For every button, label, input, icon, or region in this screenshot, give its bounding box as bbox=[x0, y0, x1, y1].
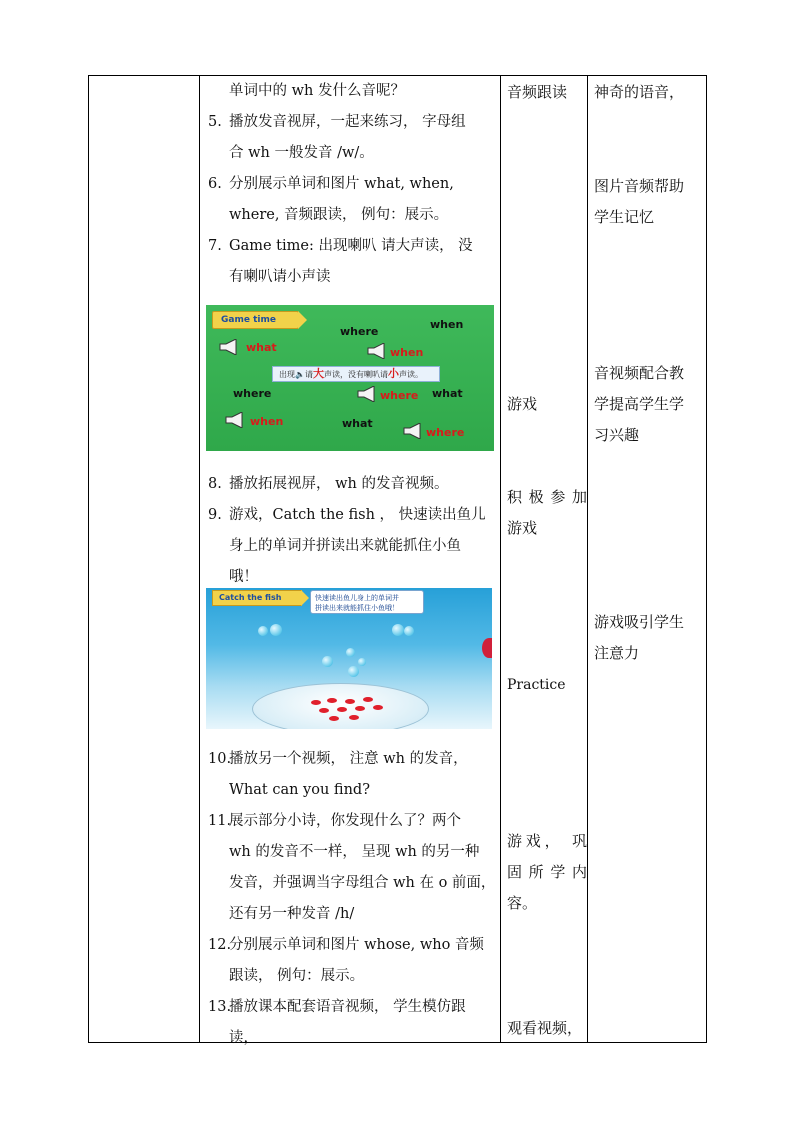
step-number: 6. bbox=[208, 176, 222, 192]
lesson-table bbox=[88, 75, 707, 1046]
column-divider-3 bbox=[587, 76, 588, 1042]
step-text: wh 的发音不一样， 呈现 wh 的另一种 bbox=[229, 844, 480, 860]
purpose-picture-help: 图片音频帮助 bbox=[594, 177, 685, 195]
speaker-icon bbox=[218, 339, 240, 355]
step-text: 播放另一个视频， 注意 wh 的发音， bbox=[229, 751, 468, 767]
activity-audio-follow: 音频跟读 bbox=[507, 83, 568, 101]
step-text: 分别展示单词和图片 what, when, bbox=[229, 176, 454, 192]
purpose-av-3: 习兴趣 bbox=[594, 426, 640, 444]
step-number: 11. bbox=[208, 813, 232, 829]
purpose-game-attract: 游戏吸引学生 bbox=[594, 613, 685, 631]
speaker-icon bbox=[366, 343, 388, 359]
fish bbox=[349, 715, 359, 720]
column-divider-2 bbox=[500, 76, 501, 1042]
step-item bbox=[199, 744, 499, 806]
fish bbox=[373, 705, 383, 710]
bubble bbox=[358, 658, 366, 666]
step-text: What can you find? bbox=[229, 782, 370, 798]
step-number: 12. bbox=[208, 937, 232, 953]
teaching-steps-column bbox=[199, 76, 499, 1054]
fish bbox=[329, 716, 339, 721]
game-time-banner: Game time bbox=[212, 311, 299, 329]
word-when: when bbox=[250, 415, 284, 428]
activity-active-join: 积极参加 bbox=[507, 488, 587, 506]
step-number: 10. bbox=[208, 751, 232, 767]
word-what: what bbox=[432, 387, 463, 400]
catch-the-fish-banner: Catch the fish bbox=[212, 590, 302, 606]
instruction-box: 快速读出鱼儿身上的单词并 拼读出来就能抓住小鱼哦！ bbox=[310, 590, 424, 614]
step-text: 读， bbox=[229, 1030, 258, 1046]
game-time-slide bbox=[206, 305, 494, 451]
step-text: 有喇叭请小声读 bbox=[229, 269, 331, 285]
purpose-picture-help-2: 学生记忆 bbox=[594, 208, 655, 226]
fish bbox=[319, 708, 329, 713]
word-when: when bbox=[390, 346, 424, 359]
step-item bbox=[199, 930, 499, 992]
step-number: 13. bbox=[208, 999, 232, 1015]
word-where: where bbox=[426, 426, 465, 439]
step-item bbox=[199, 806, 499, 930]
bubble bbox=[346, 648, 355, 657]
fish bbox=[355, 706, 365, 711]
activity-consolidate-3: 容。 bbox=[507, 894, 538, 912]
step-text: 身上的单词并拼读出来就能抓住小鱼 bbox=[229, 538, 461, 554]
step-text: 合 wh 一般发音 /w/。 bbox=[229, 145, 374, 161]
step-text: 展示部分小诗，你发现什么了？两个 bbox=[229, 813, 461, 829]
word-when: when bbox=[430, 318, 464, 331]
step-text: 跟读， 例句：展示。 bbox=[229, 968, 365, 984]
speaker-icon bbox=[402, 423, 424, 439]
step-text: 分别展示单词和图片 whose, who 音频 bbox=[229, 937, 484, 953]
step-text: 单词中的 wh 发什么音呢？ bbox=[229, 83, 405, 99]
step-number: 9. bbox=[208, 507, 222, 523]
bubble bbox=[392, 624, 404, 636]
step-item bbox=[199, 231, 499, 293]
purpose-game-attract-2: 注意力 bbox=[594, 644, 640, 662]
fish bbox=[345, 699, 355, 704]
word-where: where bbox=[380, 389, 419, 402]
step-text: 还有另一种发音 /h/ bbox=[229, 906, 355, 922]
step-text: where, 音频跟读， 例句：展示。 bbox=[229, 207, 449, 223]
fish bbox=[311, 700, 321, 705]
fish-bowl bbox=[252, 683, 429, 729]
coral-decoration bbox=[482, 638, 492, 658]
activity-game: 游戏 bbox=[507, 395, 538, 413]
bubble bbox=[270, 624, 282, 636]
step-item bbox=[199, 107, 499, 169]
step-text: Game time: 出现喇叭 请大声读， 没 bbox=[229, 238, 473, 254]
activity-active-join-2: 游戏 bbox=[507, 519, 538, 537]
bubble bbox=[348, 666, 359, 677]
activity-watch-video: 观看视频， bbox=[507, 1019, 583, 1037]
step-text: 播放拓展视屏， wh 的发音视频。 bbox=[229, 476, 449, 492]
word-where: where bbox=[233, 387, 272, 400]
activity-practice: Practice bbox=[507, 677, 566, 693]
step-text: 播放课本配套语音视频， 学生模仿跟 bbox=[229, 999, 466, 1015]
fish bbox=[363, 697, 373, 702]
speaker-icon bbox=[224, 412, 246, 428]
step-item bbox=[199, 76, 499, 107]
purpose-av: 音视频配合教 bbox=[594, 364, 685, 382]
step-item bbox=[199, 992, 499, 1054]
step-number: 5. bbox=[208, 114, 222, 130]
word-what: what bbox=[342, 417, 373, 430]
fish bbox=[337, 707, 347, 712]
step-text: 哦！ bbox=[229, 569, 258, 585]
catch-the-fish-slide bbox=[206, 588, 492, 729]
bubble bbox=[404, 626, 414, 636]
step-number: 8. bbox=[208, 476, 222, 492]
word-what: what bbox=[246, 341, 277, 354]
speaker-icon bbox=[356, 386, 378, 402]
step-number: 7. bbox=[208, 238, 222, 254]
purpose-av-2: 学提高学生学 bbox=[594, 395, 685, 413]
word-where: where bbox=[340, 325, 379, 338]
step-item bbox=[199, 169, 499, 231]
step-item bbox=[199, 500, 499, 593]
instruction-bar: 出现🔈请大声读，没有喇叭请小声读。 bbox=[272, 366, 440, 382]
step-text: 播放发音视屏，一起来练习， 字母组 bbox=[229, 114, 466, 130]
step-text: 发音，并强调当字母组合 wh 在 o 前面， bbox=[229, 875, 496, 891]
bubble bbox=[258, 626, 268, 636]
bubble bbox=[322, 656, 333, 667]
activity-consolidate: 游戏， 巩 bbox=[507, 832, 587, 850]
step-text: 游戏，Catch the fish ， 快速读出鱼儿 bbox=[229, 507, 486, 523]
fish bbox=[327, 698, 337, 703]
step-item bbox=[199, 469, 499, 500]
activity-consolidate-2: 固所学内 bbox=[507, 863, 587, 881]
purpose-magic-sound: 神奇的语音， bbox=[594, 83, 685, 101]
